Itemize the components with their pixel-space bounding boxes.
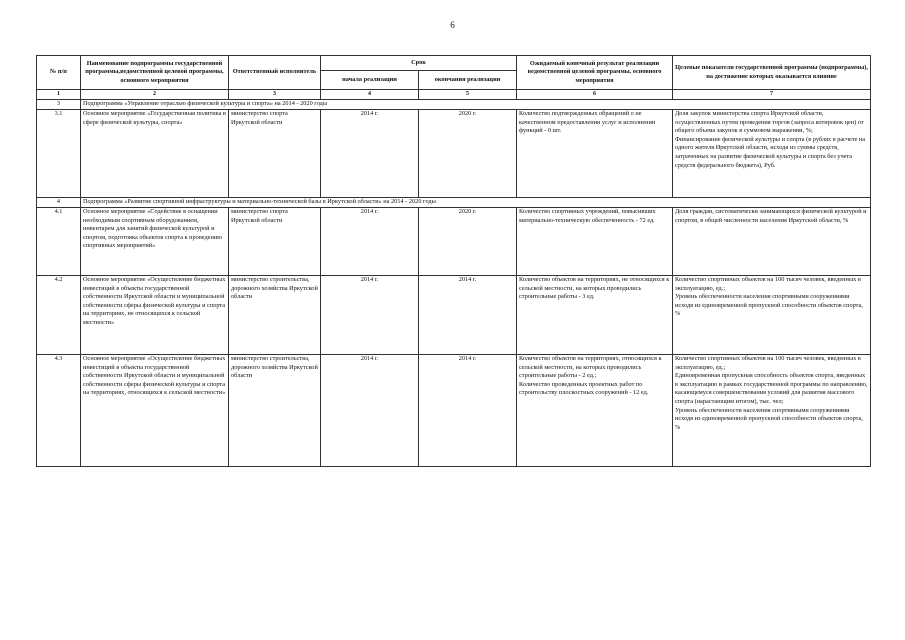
measure-name: Основное мероприятие «Осуществление бюджетных инвестиций в объекты государственной собственности Иркутской области и муниципальной собственности сферы физической культуры и спорта на территориях, не относящихся к сельской местности» — [81, 276, 229, 355]
header-name: Наименование подпрограммы государственной программы,ведомственной целевой программы, основного мероприятия — [81, 56, 229, 90]
measure-start: 2014 г. — [321, 110, 419, 198]
row-num: 4 — [37, 198, 81, 208]
header-number-3: 3 — [229, 90, 321, 100]
subprogram-title: Подпрограмма «Развитие спортивной инфраструктуры и материально-технической базы в Иркутской области» на 2014 - 2020 годы — [81, 198, 871, 208]
header-number-7: 7 — [673, 90, 871, 100]
measure-start: 2014 г. — [321, 276, 419, 355]
measure-executor: министерство спорта Иркутской области — [229, 208, 321, 276]
header-end: окончания реализации — [419, 71, 517, 90]
header-term: Срок — [321, 56, 517, 71]
header-number-2: 2 — [81, 90, 229, 100]
header-targets: Целевые показатели государственной программы (подпрограммы), на достижение которых оказывается влияние — [673, 56, 871, 90]
row-num: 4.3 — [37, 355, 81, 467]
measure-name: Основное мероприятие «Государственная политика в сфере физической культуры, спорта» — [81, 110, 229, 198]
measure-end: 2014 г. — [419, 355, 517, 467]
measure-targets: Количество спортивных объектов на 100 тысяч человек, введенных в эксплуатацию, ед.; Уровень обеспеченности населения спортивными сооружениями исходя из единовременной пропускной способности объектов спорта, % — [673, 276, 871, 355]
measure-end: 2014 г. — [419, 276, 517, 355]
measure-targets: Количество спортивных объектов на 100 тысяч человек, введенных в эксплуатацию, ед.; Единовременная пропускная способность объектов спорта, введенных в эксплуатацию в рамках государственной программы по направлению, касающемуся совершенствования условий для развития массового спорта (нарастающим итогом), тыс. чел; Уровень обеспеченности населения спортивными сооружениями исходя из единовременной пропускной способности объектов спорта, % — [673, 355, 871, 467]
measure-name: Основное мероприятие «Содействие в оснащении необходимым спортивным оборудованием, инвентарем для занятий физической культурой и спортом, подготовка объектов спорта к проведению спортивных мероприятий» — [81, 208, 229, 276]
header-start: начала реализации — [321, 71, 419, 90]
measure-executor: министерство строительства, дорожного хозяйства Иркутской области — [229, 276, 321, 355]
measure-targets: Доля граждан, систематически занимающихся физической культурой и спортом, в общей численности населения Иркутской области, % — [673, 208, 871, 276]
row-num: 4.2 — [37, 276, 81, 355]
measure-start: 2014 г. — [321, 355, 419, 467]
table-row — [37, 198, 871, 208]
header-number-6: 6 — [517, 90, 673, 100]
header-executor: Ответственный исполнитель — [229, 56, 321, 90]
header-num: № п/п — [37, 56, 81, 90]
measure-executor: министерство спорта Иркутской области — [229, 110, 321, 198]
page-number: 6 — [450, 20, 455, 30]
measure-executor: министерство строительства, дорожного хозяйства Иркутской области — [229, 355, 321, 467]
program-measures-table — [36, 55, 871, 467]
measure-targets: Доля закупок министерства спорта Иркутской области, осуществленных путем проведения торгов (запроса котировок цен) от общего объема закупок в суммовом выражении, %; Финансирование физической культуры и спорта (в рублях в расчете на одного жителя Иркутской области, исходя из суммы средств, затраченных на развитие физической культуры и спорта без учета средств федерального бюджета), Руб. — [673, 110, 871, 198]
header-number-1: 1 — [37, 90, 81, 100]
measure-result: Количество подтвержденных обращений о не качественном предоставлении услуг и исполнении функций - 0 шт. — [517, 110, 673, 198]
measure-start: 2014 г. — [321, 208, 419, 276]
row-num: 3.1 — [37, 110, 81, 198]
table-row — [37, 110, 871, 198]
measure-name: Основное мероприятие «Осуществление бюджетных инвестиций в объекты государственной собственности Иркутской области и муниципальной собственности сферы физической культуры и спорта на территориях, относящихся к сельской местности» — [81, 355, 229, 467]
measure-result: Количество объектов на территориях, относящихся к сельской местности, на которых проводились строительные работы - 2 ед.; Количество проведенных проектных работ по строительству плоскостных сооружений - 12 ед. — [517, 355, 673, 467]
header-number-4: 4 — [321, 90, 419, 100]
measure-result: Количество спортивных учреждений, повысивших материально-техническую обеспеченность - 72 ед. — [517, 208, 673, 276]
header-result: Ожидаемый конечный результат реализации ведомственной целевой программы, основного мероприятия — [517, 56, 673, 90]
measure-end: 2020 г. — [419, 110, 517, 198]
table-row — [37, 100, 871, 110]
table-row — [37, 276, 871, 355]
table-row — [37, 208, 871, 276]
subprogram-title: Подпрограмма «Управление отраслью физической культуры и спорта» на 2014 - 2020 годы — [81, 100, 871, 110]
row-num: 3 — [37, 100, 81, 110]
measure-end: 2020 г. — [419, 208, 517, 276]
table-row — [37, 355, 871, 467]
measure-result: Количество объектов на территориях, не относящихся к сельской местности, на которых проводились строительные работы - 3 ед. — [517, 276, 673, 355]
row-num: 4.1 — [37, 208, 81, 276]
header-number-5: 5 — [419, 90, 517, 100]
